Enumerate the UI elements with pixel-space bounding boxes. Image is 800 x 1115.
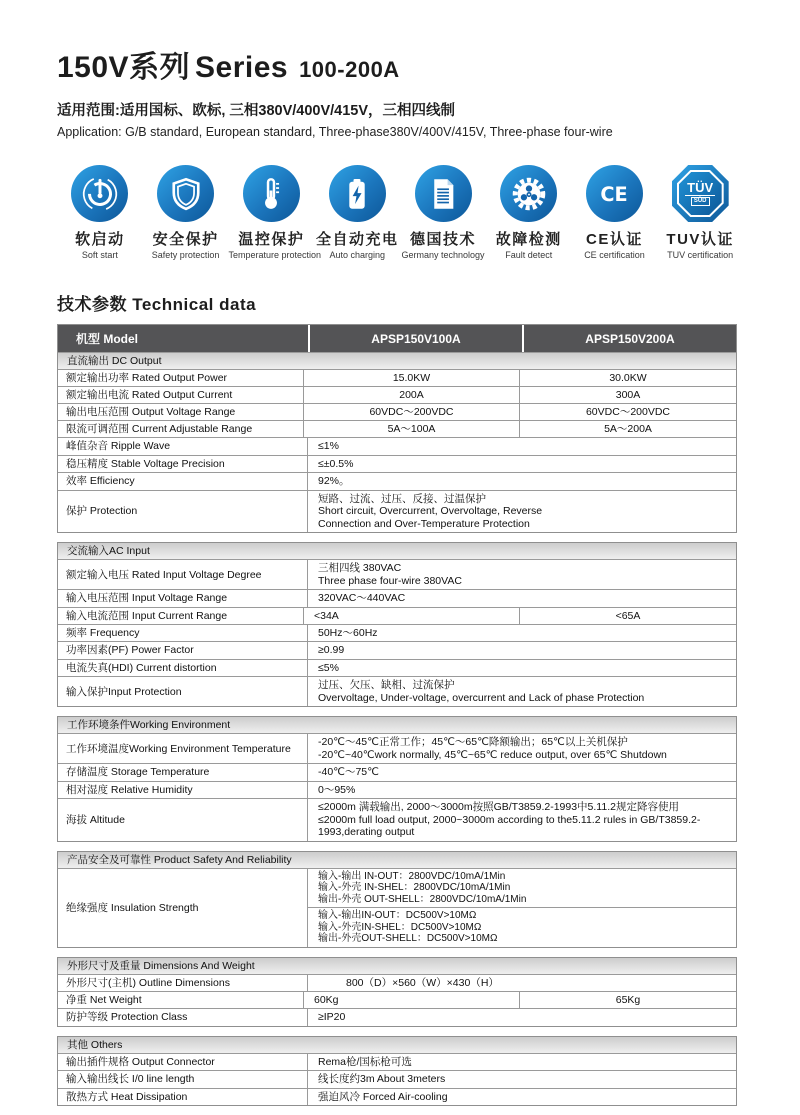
value-line: 0～95%: [318, 783, 356, 796]
row-value: [308, 491, 736, 533]
value-line: 输出-外壳 OUT-SHELL：2800VDC/10mA/1Min: [318, 893, 527, 905]
feature-label-en: TUV certification: [667, 250, 734, 260]
row-value: [308, 734, 736, 763]
feature-label-zh: 德国技术: [410, 231, 477, 248]
feature-label-zh: 安全保护: [152, 231, 219, 248]
row-label: 输入保护Input Protection: [58, 677, 308, 706]
feature-label-zh: 全自动充电: [316, 231, 399, 248]
row-value-cell: 300A: [615, 389, 641, 401]
spec-table-box: [57, 716, 737, 842]
row-label: 输出插件规格 Output Connector: [58, 1054, 308, 1071]
table-row: [58, 763, 736, 781]
section-band: 其他 Others: [58, 1037, 736, 1053]
feature-item: [228, 165, 321, 260]
table-row: [58, 1088, 736, 1106]
feature-label-zh: TUV认证: [666, 231, 734, 248]
value-line: ≥IP20: [318, 1011, 346, 1023]
value-line: ≤2000m full load output, 2000~3000m according to the5.11.2 rules in GB/T3859.2-: [318, 813, 701, 826]
feature-item: [400, 165, 486, 260]
row-label: 工作环境温度Working Environment Temperature: [58, 734, 308, 763]
section-band: 工作环境条件Working Environment: [58, 717, 736, 733]
table-header-row: [58, 325, 736, 352]
table-row: [58, 386, 736, 403]
value-line: 输入-外壳 IN-SHEL：2800VDC/10mA/1Min: [318, 882, 511, 893]
feature-label-en: Germany technology: [401, 250, 485, 260]
row-label: 额定输出功率 Rated Output Power: [58, 370, 304, 386]
table-row: [58, 868, 736, 947]
row-value-cells: [304, 421, 736, 437]
row-label: 限流可调范围 Current Adjustable Range: [58, 421, 304, 437]
table-row: [58, 624, 736, 642]
soft-start-power-icon: [71, 165, 128, 222]
row-label: 存储温度 Storage Temperature: [58, 764, 308, 781]
model-col-2-header: APSP150V200A: [585, 331, 675, 346]
feature-label-zh: 故障检测: [495, 231, 562, 248]
row-label: 额定输出电流 Rated Output Current: [58, 387, 304, 403]
value-line: 输入-外壳IN-SHEL：DC500V>10MΩ: [318, 921, 482, 933]
table-row: [58, 559, 736, 589]
feature-item: [486, 165, 572, 260]
value-line: ≤5%: [318, 661, 339, 674]
subtitle-en: Application: G/B standard, European standard, Three-phase380V/400V/415V, Three-phase four-wire: [57, 125, 613, 139]
gear-icon: [500, 165, 557, 222]
value-line: 过压、欠压、缺相、过流保护: [318, 679, 455, 691]
page-title: [57, 42, 743, 86]
table-row: [58, 798, 736, 841]
value-line: 输出-外壳OUT-SHELL：DC500V>10MΩ: [318, 933, 498, 944]
value-line: -20℃~40℃work normally, 45℃~65℃ reduce output, over 65℃ Shutdown: [318, 748, 667, 761]
table-row: [58, 781, 736, 799]
value-line: ≤±0.5%: [318, 457, 354, 470]
feature-label-en: Safety protection: [151, 250, 220, 260]
row-value-cells: [304, 992, 736, 1008]
row-value-cell: 5A～100A: [304, 421, 520, 437]
row-label: 相对湿度 Relative Humidity: [58, 782, 308, 799]
row-label: 外形尺寸(主机) Outline Dimensions: [58, 975, 308, 992]
value-group: [308, 907, 736, 947]
section-band: 直流输出 DC Output: [58, 352, 736, 369]
battery-charging-icon: [329, 165, 386, 222]
feature-label-zh: CE认证: [586, 231, 643, 248]
page-title-range: 100-200A: [299, 57, 400, 82]
table-row: [58, 676, 736, 706]
row-value-cell: 65Kg: [615, 994, 641, 1006]
row-value: [308, 782, 736, 799]
section-band: 交流输入AC Input: [58, 543, 736, 559]
row-label: 海拔 Altitude: [58, 799, 308, 841]
row-value-cell: 60VDC～200VDC: [304, 404, 520, 420]
row-value-cell: 60Kg: [304, 992, 520, 1008]
row-label: 效率 Efficiency: [58, 473, 308, 490]
feature-item: [572, 165, 658, 260]
row-label: 绝缘强度 Insulation Strength: [58, 869, 308, 947]
value-line: -20℃～45℃正常工作；45℃～65℃降额输出；65℃以上关机保护: [318, 736, 628, 748]
row-value: [308, 869, 736, 947]
row-value-cell: <65A: [615, 609, 641, 622]
subtitle-zh: 适用范围:适用国标、欧标, 三相380V/400V/415V，三相四线制: [57, 103, 456, 119]
value-line: 输入-输出IN-OUT：DC500V>10MΩ: [318, 910, 477, 921]
value-line: ≤1%: [318, 440, 339, 452]
row-value: [308, 560, 736, 589]
value-line: Overvoltage, Under-voltage, overcurrent and Lack of phase Protection: [318, 691, 645, 704]
value-line: 50Hz～60Hz: [318, 626, 378, 639]
row-label: 输入电压范围 Input Voltage Range: [58, 590, 308, 607]
feature-item: [314, 165, 400, 260]
table-row: [58, 589, 736, 607]
table-row: [58, 490, 736, 533]
row-label: 保护 Protection: [58, 491, 308, 533]
row-value: [308, 473, 736, 490]
row-value-cell: 60VDC～200VDC: [585, 406, 671, 418]
row-value-cell: 200A: [304, 387, 520, 403]
value-line: 320VAC～440VAC: [318, 592, 406, 604]
row-value-cells: [304, 387, 736, 403]
row-value: [308, 677, 736, 706]
tuv-logo-top: TÜV: [687, 179, 714, 195]
row-value-cells: [304, 608, 736, 624]
row-label: 稳压精度 Stable Voltage Precision: [58, 456, 308, 473]
spec-table-box: [57, 957, 737, 1027]
row-value: [308, 764, 736, 781]
row-label: 峰值杂音 Ripple Wave: [58, 438, 308, 455]
table-row: [58, 403, 736, 420]
row-label: 净重 Net Weight: [58, 992, 304, 1008]
row-label: 输出电压范围 Output Voltage Range: [58, 404, 304, 420]
row-value: [308, 438, 736, 455]
feature-item: [143, 165, 229, 260]
tuv-mark-icon: [672, 165, 729, 222]
table-row: [58, 369, 736, 386]
tuv-logo-text: [672, 165, 729, 222]
row-label: 额定输入电压 Rated Input Voltage Degree: [58, 560, 308, 589]
table-row: [58, 659, 736, 677]
feature-label-en: Fault detect: [505, 250, 553, 260]
row-label: 防护等级 Protection Class: [58, 1009, 308, 1026]
ce-mark-icon: [586, 165, 643, 222]
row-value-cells: [304, 404, 736, 420]
value-line: 1993,derating output: [318, 826, 415, 838]
row-label: 输入输出线长 I/0 line length: [58, 1071, 308, 1088]
table-row: [58, 1008, 736, 1026]
value-line: ≥0.99: [318, 644, 345, 656]
value-line: 800（D）×560（W）×430（H）: [346, 976, 499, 989]
spec-sheet-page: [57, 0, 743, 1115]
spec-table-box: [57, 542, 737, 707]
row-value-cells: [304, 370, 736, 386]
spec-table-box: [57, 324, 737, 533]
thermometer-icon: [243, 165, 300, 222]
table-row: [58, 1070, 736, 1088]
svg-text:CE: CE: [600, 182, 629, 206]
spec-table-box: [57, 1036, 737, 1107]
tech-data-heading: 技术参数 Technical data: [57, 295, 257, 314]
value-line: -40℃～75℃: [318, 766, 379, 778]
table-row: [58, 472, 736, 490]
value-line: 输入-输出 IN-OUT：2800VDC/10mA/1Min: [318, 870, 506, 882]
row-value: [308, 799, 736, 841]
value-line: Short circuit, Overcurrent, Overvoltage, Reverse: [318, 505, 543, 517]
feature-label-en: Auto charging: [329, 250, 386, 260]
table-row: [58, 420, 736, 437]
value-line: ≤2000m 满载输出, 2000～3000m按照GB/T3859.2-1993中5.11.2规定降容使用: [318, 801, 679, 813]
table-row: [58, 641, 736, 659]
document-icon: [415, 165, 472, 222]
feature-label-zh: 软启动: [75, 231, 125, 248]
row-value: [308, 1054, 736, 1071]
row-value: [308, 975, 736, 992]
page-title-zh: 150V系列: [57, 51, 191, 84]
shield-icon: [157, 165, 214, 222]
row-value: [308, 590, 736, 607]
table-row: [58, 733, 736, 763]
value-line: 三相四线 380VAC: [318, 562, 402, 574]
table-row: [58, 1053, 736, 1071]
table-row: [58, 607, 736, 624]
row-value: [308, 642, 736, 659]
page-title-series: Series: [195, 51, 289, 84]
row-value: [308, 456, 736, 473]
value-line: 线长度约3m About 3meters: [318, 1073, 446, 1085]
row-value: [308, 1089, 736, 1106]
row-value-cell: 5A～200A: [604, 423, 652, 435]
row-value: [308, 1009, 736, 1026]
value-line: 强迫风冷 Forced Air-cooling: [318, 1090, 448, 1103]
value-line: Rema枪/国标枪可选: [318, 1055, 412, 1068]
model-header-cell: 机型 Model: [76, 332, 138, 346]
feature-item: [657, 165, 743, 260]
feature-item: [57, 165, 143, 260]
section-band: 产品安全及可靠性 Product Safety And Reliability: [58, 852, 736, 868]
table-row: [58, 974, 736, 992]
row-value: [308, 660, 736, 677]
value-line: 短路、过流、过压、反接、过温保护: [318, 492, 486, 505]
section-band: 外形尺寸及重量 Dimensions And Weight: [58, 958, 736, 974]
spec-table: [57, 324, 737, 1106]
row-label: 散热方式 Heat Dissipation: [58, 1089, 308, 1106]
spec-table-box: [57, 851, 737, 948]
tuv-logo-bottom: SÜD: [691, 197, 710, 206]
table-row: [58, 455, 736, 473]
value-line: 92%。: [318, 475, 350, 487]
feature-label-en: Soft start: [81, 250, 118, 260]
value-group: [308, 869, 736, 908]
feature-icon-row: [57, 165, 743, 260]
row-label: 电流失真(HDI) Current distortion: [58, 660, 308, 677]
row-value-cell: 15.0KW: [304, 370, 520, 386]
row-label: 功率因素(PF) Power Factor: [58, 642, 308, 659]
value-line: Three phase four-wire 380VAC: [318, 574, 462, 587]
row-value-cell: 30.0KW: [609, 372, 647, 384]
table-row: [58, 437, 736, 455]
feature-label-en: Temperature protection: [228, 250, 321, 260]
row-value: [308, 625, 736, 642]
row-value: [308, 1071, 736, 1088]
value-line: Connection and Over-Temperature Protection: [318, 517, 530, 530]
feature-label-zh: 温控保护: [238, 231, 305, 248]
feature-label-en: CE certification: [584, 250, 645, 260]
row-label: 输入电流范围 Input Current Range: [58, 608, 304, 624]
model-col-1-header: APSP150V100A: [308, 325, 524, 352]
row-label: 频率 Frequency: [58, 625, 308, 642]
table-row: [58, 991, 736, 1008]
row-value-cell: <34A: [304, 608, 520, 624]
